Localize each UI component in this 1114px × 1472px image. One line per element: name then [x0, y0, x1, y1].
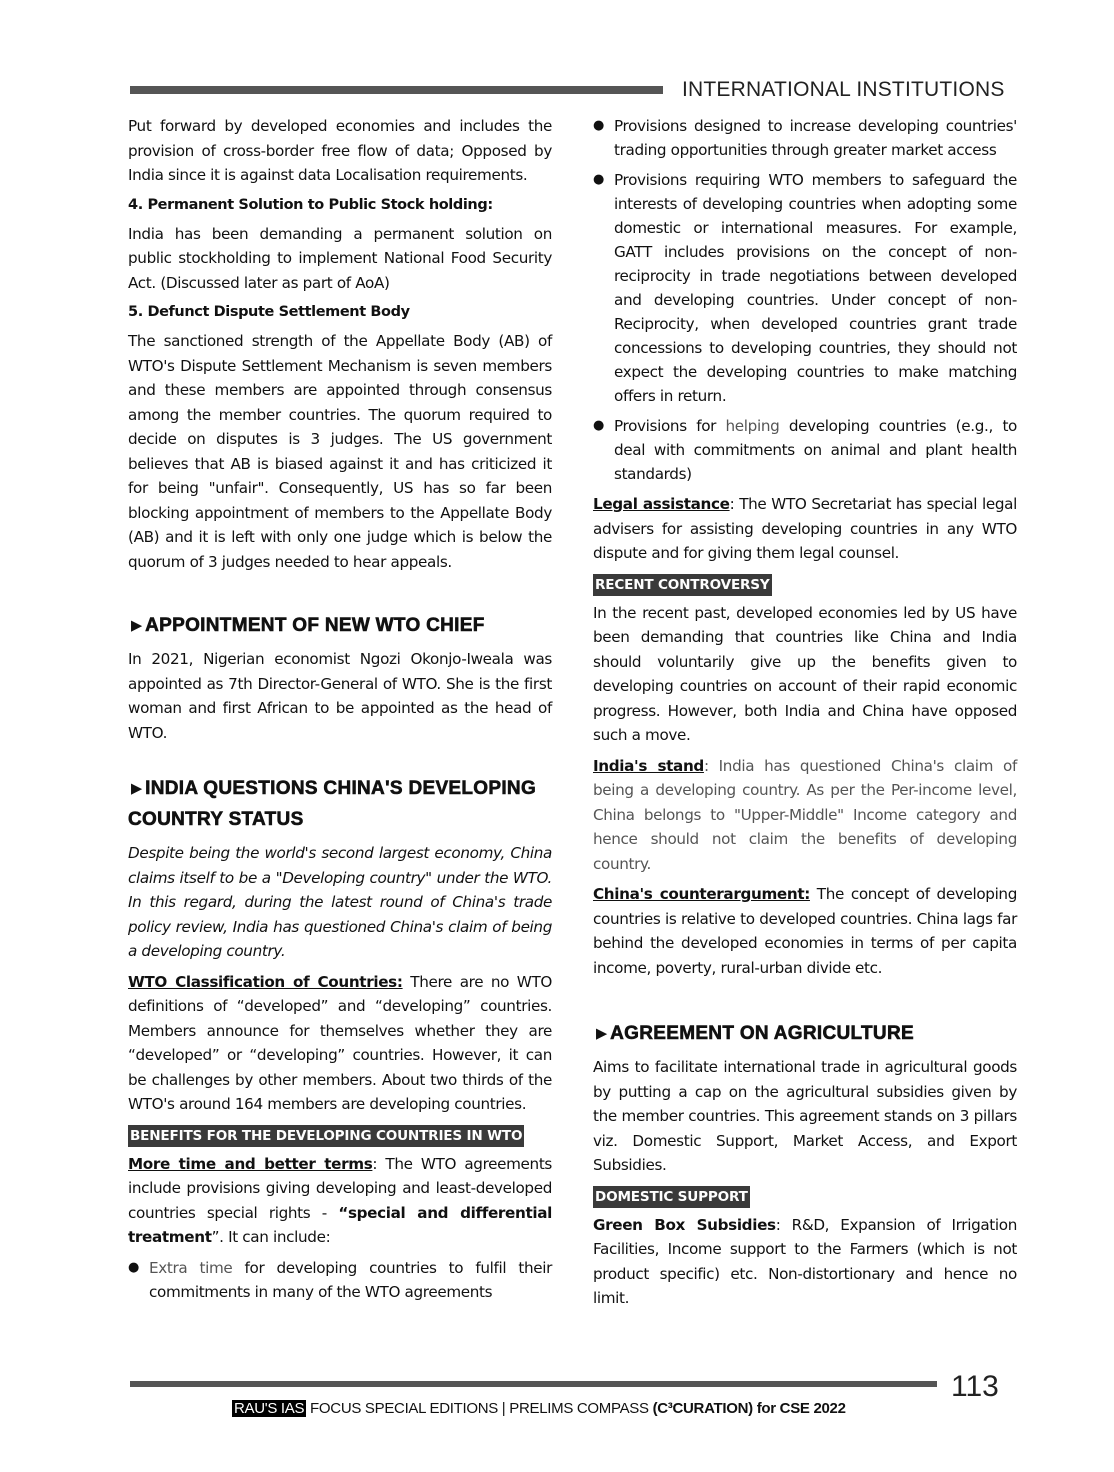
agriculture-text: Aims to facilitate international trade in agricultural goods by putting a cap on the agricultural subsidies given by the member countries. This agreement stands on 3 pillars viz. Domestic Support, Market Access, and Export Subsidies.	[593, 1058, 1017, 1174]
list-item	[128, 1256, 552, 1304]
legal-assistance-label: Legal assistance	[593, 495, 730, 513]
bullet-text-end: developing countries (e.g., to deal with commitments on animal and plant health standards)	[614, 417, 1017, 483]
page-number: 113	[951, 1370, 999, 1403]
right-column	[593, 114, 1017, 1317]
wto-classification-label: WTO Classification of Countries:	[128, 972, 403, 991]
list-item	[593, 114, 1017, 162]
benefits-label-box: BENEFITS FOR THE DEVELOPING COUNTRIES IN WTO	[128, 1125, 524, 1147]
bullet-text: Provisions designed to increase developing countries' trading opportunities through greater market access	[614, 117, 1017, 159]
bullet-icon: ●	[593, 172, 604, 187]
footer-rule	[130, 1381, 937, 1387]
item-5-text: The sanctioned strength of the Appellate Body (AB) of WTO's Dispute Settlement Mechanism is seven members and these members are appointed through consensus among the member countries. The quorum required to decide on disputes is 3 judges. The US government believes that AB is biased against it and has criticized it for being "unfair". Consequently, US has so far been blocking appointment of members to the Appellate Body (AB) and it is left with only one judge which is below the quorum of 3 judges needed to hear appeals.	[128, 332, 552, 571]
recent-controversy-label-box: RECENT CONTROVERSY	[593, 574, 772, 596]
bullet-icon: ●	[128, 1259, 139, 1275]
triangle-right-icon: ►	[593, 1024, 611, 1043]
special-treatment-bold: “special and differential treatment	[128, 1203, 552, 1246]
bullet-icon: ●	[593, 418, 604, 433]
bullet-text: for developing countries to fulfil their commitments in many of the WTO agreements	[149, 1258, 553, 1301]
more-time-text-end: ”. It can include:	[211, 1228, 331, 1246]
section-heading-agriculture	[593, 1018, 1017, 1049]
legal-assistance-text: : The WTO Secretariat has special legal advisers for assisting developing countries in any WTO dispute and for giving them legal counsel.	[593, 495, 1017, 562]
china-counter-text: The concept of developing countries is relative to developed countries. China lags far behind the developed economies in terms of per capita income, poverty, rural-urban divide etc.	[593, 885, 1018, 977]
legal-assistance-paragraph	[593, 492, 1017, 566]
india-stand-paragraph	[593, 754, 1017, 877]
item-5-heading: 5. Defunct Dispute Settlement Body	[128, 304, 410, 320]
header-rule	[130, 86, 663, 94]
triangle-right-icon: ►	[128, 779, 146, 798]
more-time-text: : The WTO agreements include provisions giving developing and least-developed countries special rights -	[128, 1154, 552, 1222]
india-stand-text: : India has questioned China's claim of being a developing country. As per the Per-income level, China belongs to "Upper-Middle" Income category and hence should not claim the benefits of developing country.	[593, 756, 1017, 873]
china-counter-label: China's counterargument:	[593, 885, 810, 903]
footer-edition: FOCUS SPECIAL EDITIONS | PRELIMS COMPASS	[306, 1400, 653, 1417]
more-time-paragraph	[128, 1152, 552, 1250]
bullet-text: Provisions for	[614, 417, 726, 435]
bullet-icon: ●	[593, 118, 604, 133]
left-column	[128, 114, 552, 1310]
india-china-intro: Despite being the world's second largest economy, China claims itself to be a "Developing country" under the WTO. In this regard, during the latest round of China's trade policy review, India has questioned China's claim of being a developing country.	[128, 844, 552, 960]
list-item	[593, 168, 1017, 408]
wto-classification-text: There are no WTO definitions of “developed” and “developing” countries. Members announce for themselves whether they are “developed” or “developing” countries. However, it can be challenges by other members. About two thirds of the WTO's around 164 members are developing countries.	[128, 972, 553, 1113]
extra-time-text: Extra time	[149, 1258, 233, 1277]
triangle-right-icon: ►	[128, 616, 146, 635]
brand-logo: RAU'S IAS	[234, 1400, 305, 1417]
india-stand-label: India's stand	[593, 756, 704, 775]
footer-curation: (C³CURATION) for CSE 2022	[652, 1400, 846, 1417]
item-4-heading: 4. Permanent Solution to Public Stock holding:	[128, 196, 493, 213]
wto-classification-paragraph	[128, 970, 552, 1117]
wto-chief-text: In 2021, Nigerian economist Ngozi Okonjo-Iweala was appointed as 7th Director-General of WTO. She is the first woman and first African to be appointed as the head of WTO.	[128, 650, 552, 742]
green-box-text: : R&D, Expansion of Irrigation Facilities, Income support to the Farmers (which is not product specific) etc. Non-distortionary and hence no limit.	[593, 1215, 1018, 1307]
more-time-label: More time and better terms	[128, 1154, 373, 1173]
domestic-support-label-box: DOMESTIC SUPPORT	[593, 1186, 750, 1208]
green-box-label: Green Box Subsidies	[593, 1215, 776, 1234]
footer-publication-line	[232, 1400, 846, 1417]
benefits-bullet-list	[128, 1256, 552, 1304]
provisions-bullet-list	[593, 114, 1017, 486]
chapter-title: INTERNATIONAL INSTITUTIONS	[682, 78, 1005, 101]
bullet-text: Provisions requiring WTO members to safeguard the interests of developing countries when adopting some domestic or international measures. For example, GATT includes provisions on the concept of non-reciprocity in trade negotiations between developed and developing countries. Under concept of non-Reciprocity, when developed countries grant trade concessions to developing countries, they should not expect the developing countries to make matching offers in return.	[614, 171, 1017, 405]
controversy-text: In the recent past, developed economies led by US have been demanding that countries like China and India should voluntarily give up the benefits given to developing countries on account of their rapid economic progress. However, both India and China have opposed such a move.	[593, 603, 1017, 744]
intro-paragraph: Put forward by developed economies and includes the provision of cross-border free flow of data; Opposed by India since it is against data Localisation requirements.	[128, 117, 552, 184]
section-heading-india-china	[128, 773, 552, 835]
section-title: APPOINTMENT OF NEW WTO CHIEF	[145, 615, 485, 636]
section-title: AGREEMENT ON AGRICULTURE	[610, 1023, 914, 1044]
helping-text: helping	[725, 417, 780, 435]
section-title: INDIA QUESTIONS CHINA'S DEVELOPING COUNTRY STATUS	[128, 778, 537, 830]
list-item	[593, 414, 1017, 486]
green-box-paragraph	[593, 1213, 1017, 1311]
china-counter-paragraph	[593, 882, 1017, 980]
item-4-text: India has been demanding a permanent solution on public stockholding to implement National Food Security Act. (Discussed later as part of AoA)	[128, 224, 552, 292]
section-heading-wto-chief	[128, 610, 552, 641]
